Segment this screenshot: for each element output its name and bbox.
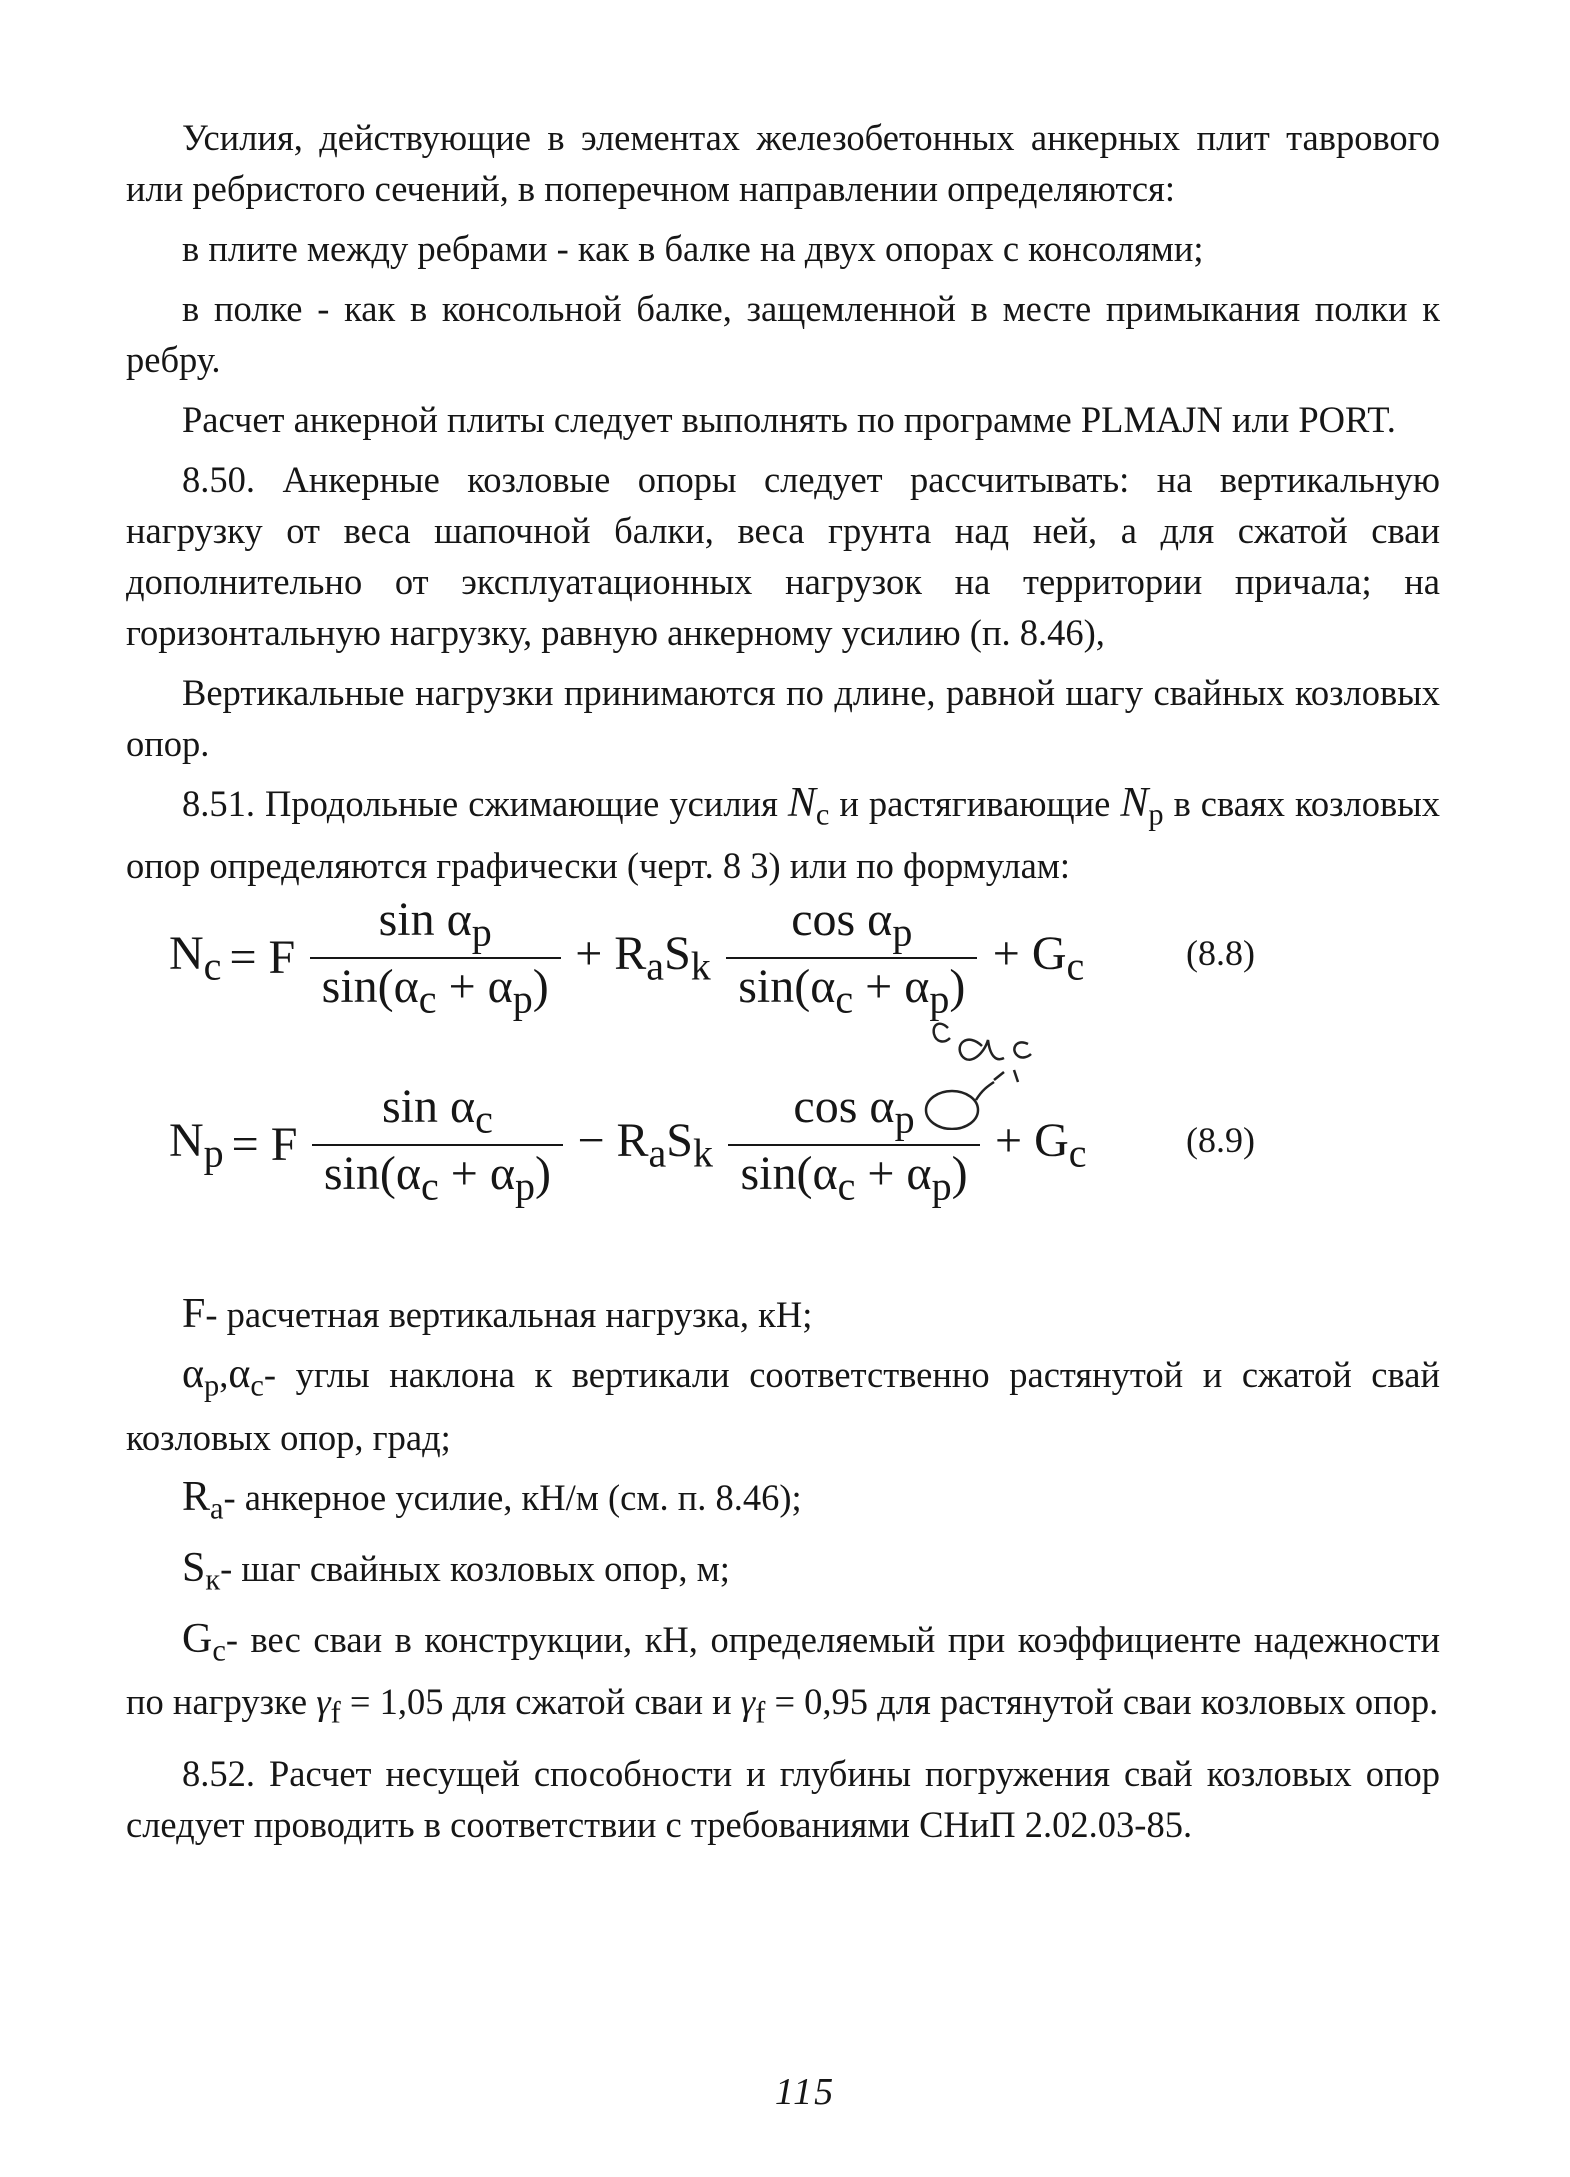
paragraph-8-51: 8.51. Продольные сжимающие усилия $N_c$ и растягивающие $N_p$ в сваях козловых опор определяются графически (черт. 8 3) или по формулам: [126,780,1440,887]
fraction: $\frac{\cos \alpha_p}{\sin(\alpha_c + \alpha_p)}$ [715,896,989,1019]
equation-8-8: $N_c$ = F $\frac{\sin \alpha_p}{\sin(\alpha_c + \alpha_p)}$ + $R_aS_k$ $\frac{\cos \alpha_p}{\sin(\alpha_c + \alpha_p)}$ + $G_c$ (8.8) [169,893,1255,1022]
paragraph-plate-between-ribs: в плите между ребрами - как в балке на двух опорах с консолями; [182,228,1204,269]
definition-Gc: $G_c-$ вес сваи в конструкции, кН, определяемый при коэффициенте надежности по нагрузке $\gamma_f = 1,05$ для сжатой сваи и $\gamma_f = 0,95$ для растянутой сваи козловых опор. [126,1616,1440,1730]
fraction: $\frac{\sin \alpha_p}{\sin(\alpha_c + \alpha_p)}$ [299,896,571,1019]
paragraph-vertical-loads: Вертикальные нагрузки принимаются по длине, равной шагу свайных козловых опор. [126,672,1440,764]
paragraph-flange: в полке - как в консольной балке, защемленной в месте примыкания полки к ребру. [126,288,1440,380]
fraction: $\frac{\sin \alpha_c}{\sin(\alpha_c + \alpha_p)}$ [301,1083,573,1206]
equation-8-9: $N_p$ = F $\frac{\sin \alpha_c}{\sin(\alpha_c + \alpha_p)}$ − $R_aS_k$ $\frac{\cos \alpha_p}{\sin(\alpha_c + \alpha_p)}$ + $G_c$ (8.9) [169,1080,1255,1209]
paragraph-forces: Усилия, действующие в элементах железобетонных анкерных плит таврового или ребристого сечений, в поперечном направлении определяются: [126,117,1440,209]
equation-number: (8.9) [1186,1120,1255,1160]
page-number: 115 [774,2071,836,2113]
handwritten-correction [910,1010,1070,1130]
definition-Ra: $R_a-$ анкерное усилие, кН/м (см. п. 8.46); [182,1473,802,1525]
fraction: $\frac{\cos \alpha_p}{\sin(\alpha_c + \alpha_p)}$ [717,1083,991,1206]
definition-alpha: $\alpha_p,\alpha_c-$ углы наклона к вертикали соответственно растянутой и сжатой свай козловых опор, град; [126,1351,1440,1458]
definition-F: F- расчетная вертикальная нагрузка, кН; [182,1291,813,1338]
paragraph-8-50: 8.50. Анкерные козловые опоры следует рассчитывать: на вертикальную нагрузку от веса шапочной балки, веса грунта над ней, а для сжатой сваи дополнительно от эксплуатационных нагрузок на территории причала; на горизонтальную нагрузку, равную анкерному усилию (п. 8.46), [126,459,1440,653]
paragraph-program: Расчет анкерной плиты следует выполнять по программе PLMAJN или PORT. [182,399,1396,440]
equation-number: (8.8) [1186,933,1255,973]
definition-Sk: $S_к-$ шаг свайных козловых опор, м; [182,1544,730,1597]
paragraph-8-52: 8.52. Расчет несущей способности и глубины погружения свай козловых опор следует проводить в соответствии с требованиями СНиП 2.02.03-85. [126,1752,1440,1845]
